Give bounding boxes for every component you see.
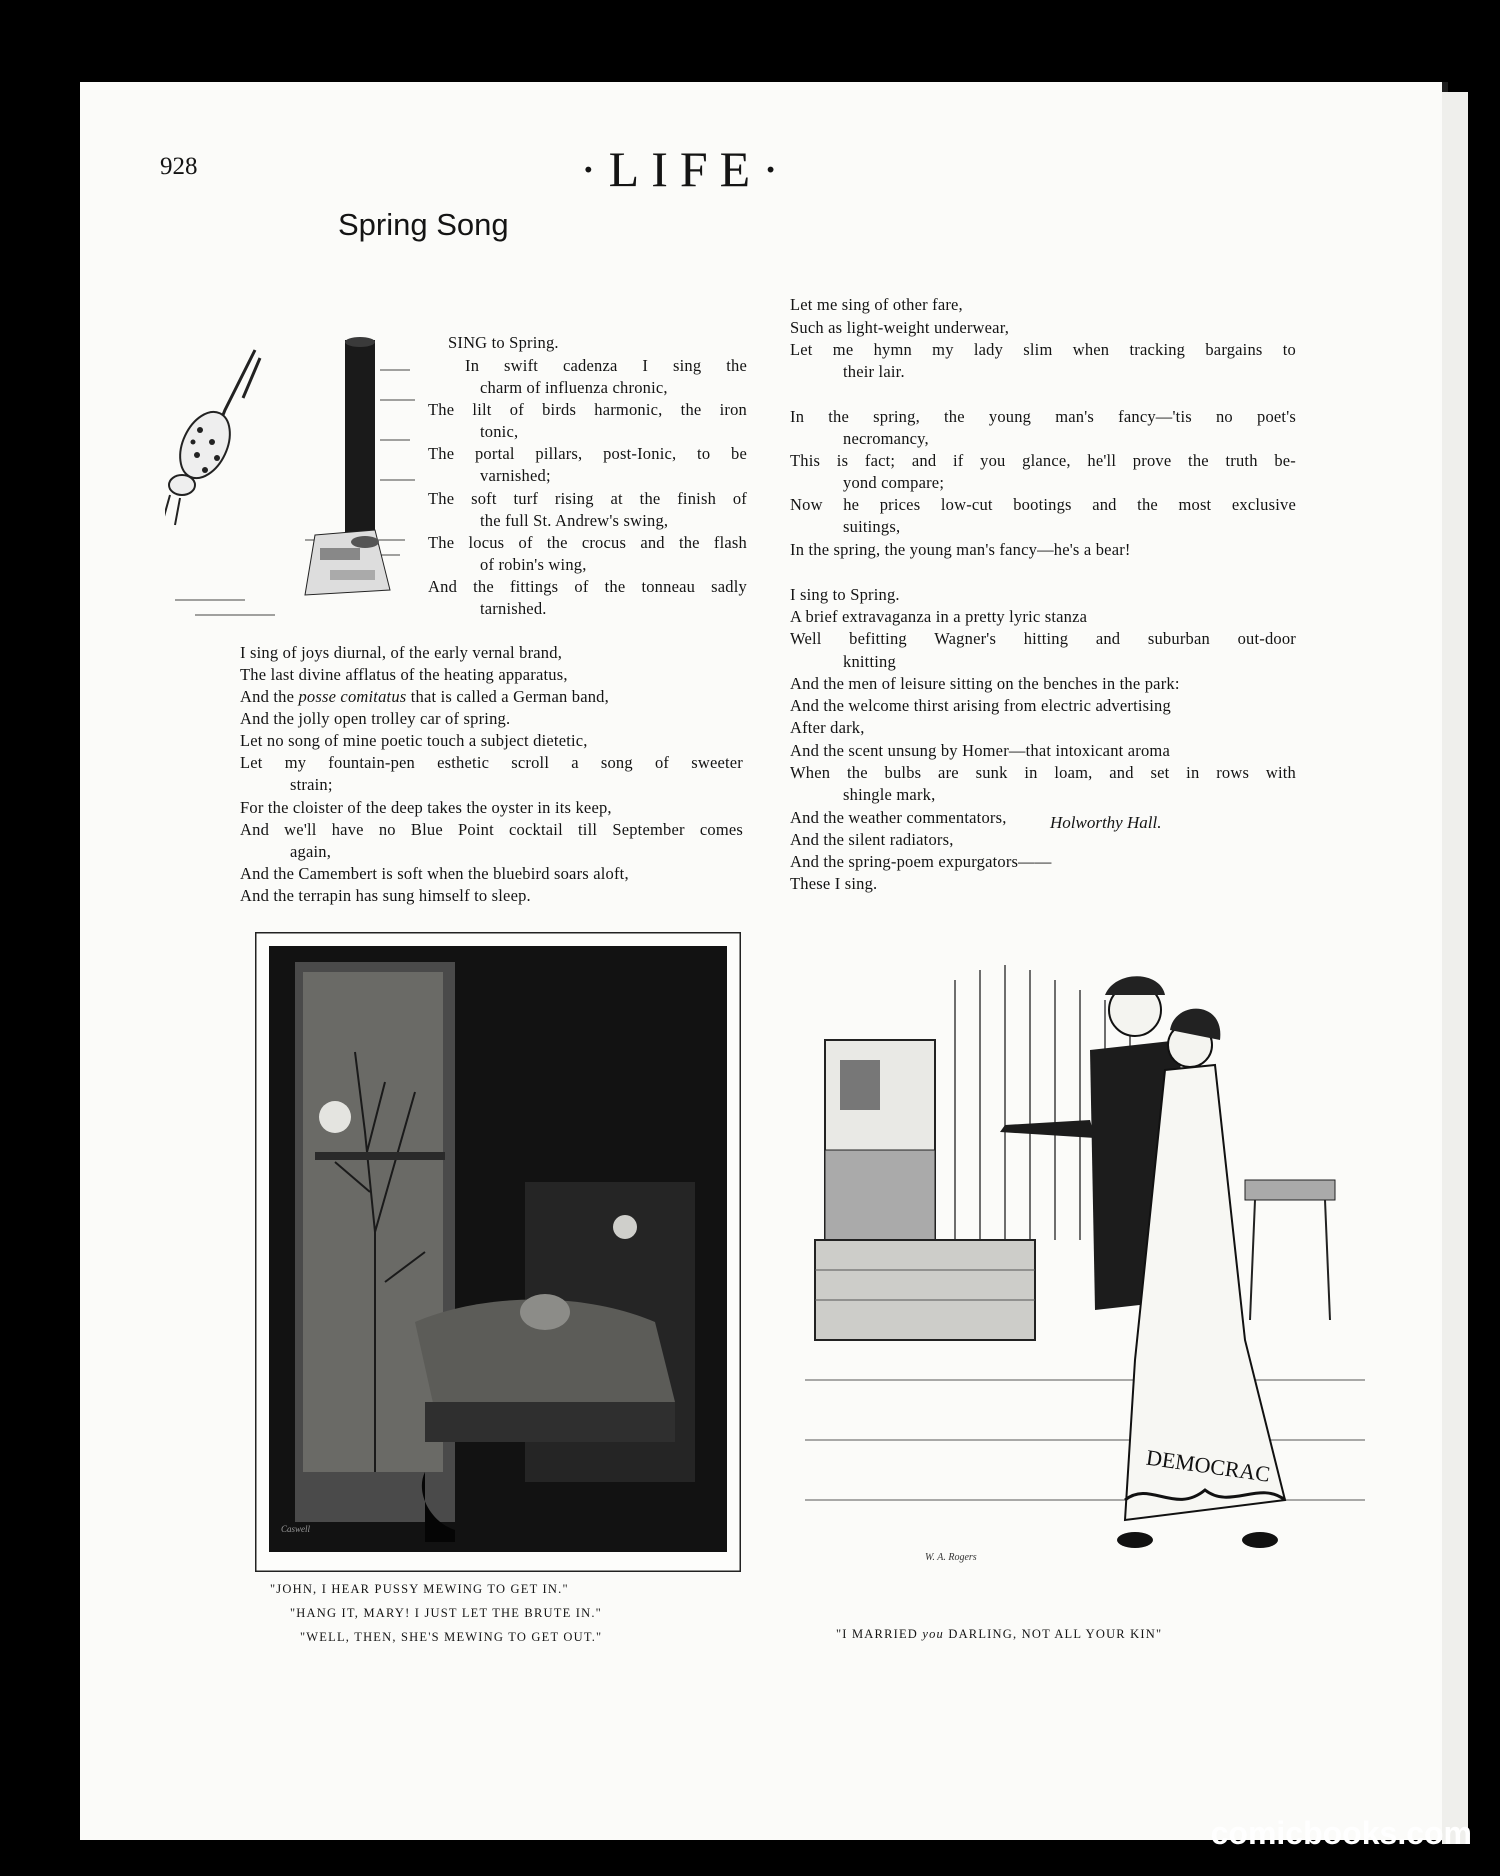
poem-line: shingle mark, — [843, 785, 936, 804]
poem-line: The locus of the crocus and the flash — [428, 533, 747, 552]
poem-line: Well befitting Wagner's hitting and suburban out-door — [790, 629, 1296, 648]
poem-line: When the bulbs are sunk in loam, and set in rows with — [790, 763, 1296, 782]
poem-line: yond compare; — [843, 473, 945, 492]
svg-text:Caswell: Caswell — [281, 1524, 311, 1534]
poem-line: again, — [290, 842, 332, 861]
cartoon-caption-left: "HANG IT, MARY! I JUST LET THE BRUTE IN." — [290, 1606, 602, 1620]
cartoon-caption-left: "WELL, THEN, SHE'S MEWING TO GET OUT." — [300, 1630, 603, 1644]
poem-line: suitings, — [843, 517, 901, 536]
dress-label: DEMOCRAC — [1144, 1444, 1272, 1487]
poem-line: And the men of leisure sitting on the benches in the park: — [790, 674, 1180, 693]
poem-line: This is fact; and if you glance, he'll prove the truth be- — [790, 451, 1296, 470]
poem-author: Holworthy Hall. — [1050, 813, 1162, 832]
poem-line: varnished; — [480, 466, 551, 485]
poem-line: For the cloister of the deep takes the oyster in its keep, — [240, 798, 612, 817]
poem-line: tarnished. — [480, 599, 547, 618]
poem-line: The soft turf rising at the finish of — [428, 489, 747, 508]
poem-line: And the scent unsung by Homer—that intoxicant aroma — [790, 741, 1170, 760]
page-number: 928 — [160, 153, 198, 180]
poem-line: the full St. Andrew's swing, — [480, 511, 669, 530]
poem-line: The lilt of birds harmonic, the iron — [428, 400, 747, 419]
poem-line: And the welcome thirst arising from electric advertising — [790, 696, 1171, 715]
poem-line: Such as light-weight underwear, — [790, 318, 1010, 337]
poem-line: Let no song of mine poetic touch a subject dietetic, — [240, 731, 588, 750]
poem-line: In the spring, the young man's fancy—he's a bear! — [790, 540, 1131, 559]
poem-line: And we'll have no Blue Point cocktail till September comes — [240, 820, 743, 839]
poem-line: And the posse comitatus that is called a German band, — [240, 687, 609, 706]
bedroom-night-illustration — [255, 932, 741, 1572]
watermark-text: comicbooks.com — [1210, 1815, 1472, 1851]
poem-line: charm of influenza chronic, — [480, 378, 668, 397]
poem-line: In the spring, the young man's fancy—'tis no poet's — [790, 407, 1296, 426]
poem-line: their lair. — [843, 362, 905, 381]
poem-line: A brief extravaganza in a pretty lyric stanza — [790, 607, 1088, 626]
poem-line: And the terrapin has sung himself to sleep. — [240, 886, 531, 905]
cartoon-caption-right: "I MARRIED you DARLING, NOT ALL YOUR KIN" — [836, 1627, 1163, 1641]
poem-line: Now he prices low-cut bootings and the most exclusive — [790, 495, 1296, 514]
poem-line: These I sing. — [790, 874, 878, 893]
poem-line: And the jolly open trolley car of spring. — [240, 709, 511, 728]
couple-parlor-cartoon — [805, 940, 1370, 1590]
poem-line: knitting — [843, 652, 896, 671]
poem-line: Let my fountain-pen esthetic scroll a song of sweeter — [240, 753, 743, 772]
poem-italic-phrase: posse comitatus — [298, 687, 407, 706]
poem-line: In swift cadenza I sing the — [465, 356, 747, 375]
poem-line: And the weather commentators, — [790, 808, 1007, 827]
poem-line: I sing to Spring. — [790, 585, 900, 604]
next-page-edge — [1442, 92, 1468, 1844]
poem-title: Spring Song — [338, 207, 509, 242]
masthead-title: ·LIFE· — [580, 141, 791, 197]
poem-line: necromancy, — [843, 429, 929, 448]
poem-line: And the Camembert is soft when the bluebird soars aloft, — [240, 864, 629, 883]
poem-line: SING to Spring. — [448, 333, 559, 352]
poem-line: The portal pillars, post-Ionic, to be — [428, 444, 747, 463]
poem-line: tonic, — [480, 422, 519, 441]
poem-line: of robin's wing, — [480, 555, 587, 574]
poem-line: The last divine afflatus of the heating apparatus, — [240, 665, 568, 684]
svg-text:W. A. Rogers: W. A. Rogers — [925, 1552, 977, 1563]
frog-diving-illustration — [165, 330, 415, 620]
poem-line: And the silent radiators, — [790, 830, 954, 849]
poem-line: Let me sing of other fare, — [790, 295, 963, 314]
poem-line: strain; — [290, 775, 333, 794]
poem-line: After dark, — [790, 718, 865, 737]
poem-line: I sing of joys diurnal, of the early vernal brand, — [240, 643, 563, 662]
poem-line: Let me hymn my lady slim when tracking bargains to — [790, 340, 1296, 359]
poem-line: And the fittings of the tonneau sadly — [428, 577, 747, 596]
poem-line: And the spring-poem expurgators—— — [790, 852, 1052, 871]
cartoon-caption-left: "JOHN, I HEAR PUSSY MEWING TO GET IN." — [270, 1582, 569, 1596]
